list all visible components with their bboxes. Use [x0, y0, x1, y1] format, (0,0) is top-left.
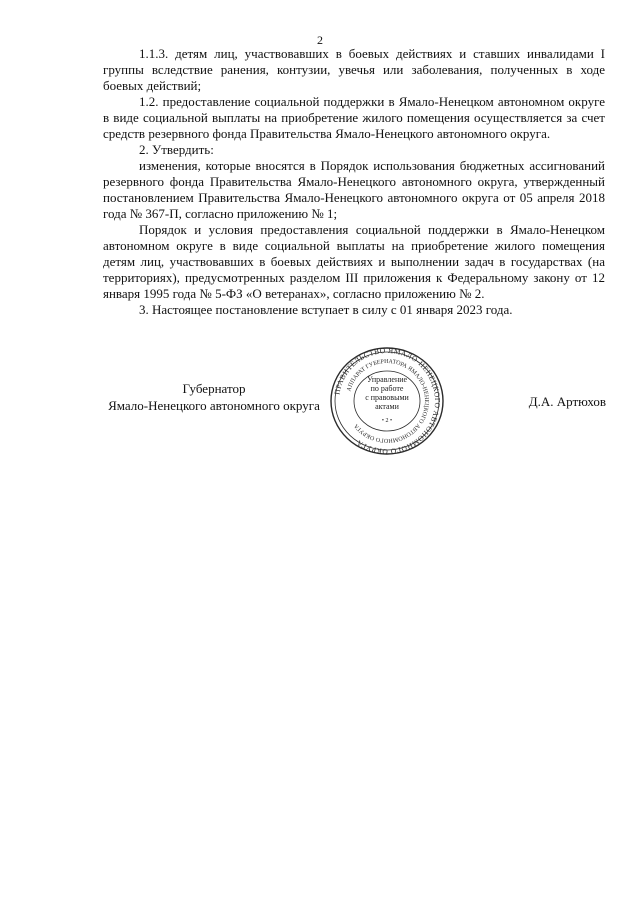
signatory-position: Губернатор [182, 381, 246, 396]
page-number: 2 [317, 33, 323, 47]
signatory-title [98, 380, 330, 414]
seal-number: • 2 • [381, 418, 393, 424]
paragraph-1-1-3: 1.1.3. детям лиц, участвовавших в боевых действиях и ставших инвалидами I группы вследствие ранения, контузии, увечья или заболевания, полученных в ходе боевых действий; [103, 46, 605, 93]
seal-center-line1: Управление [366, 375, 408, 384]
paragraph-2-procedure: Порядок и условия предоставления социальной поддержки в Ямало-Ненецком автономном округе в виде социальной выплаты на приобретение жилого помещения детям лиц, участвовавших в боевых действиях и выполнении задач в государствах (на территориях), предусмотренных разделом III приложения к Федеральному закону от 12 января 1995 года № 5-ФЗ «О ветеранах», согласно приложению № 2. [103, 222, 605, 301]
seal-center-line2: по работе [370, 384, 404, 393]
document-body [103, 46, 605, 318]
seal-outer-text: ПРАВИТЕЛЬСТВО ЯМАЛО-НЕНЕЦКОГО АВТОНОМНОГО ОКРУГА [332, 345, 443, 457]
signatory-region: Ямало-Ненецкого автономного округа [108, 398, 320, 413]
paragraph-3: 3. Настоящее постановление вступает в силу с 01 января 2023 года. [139, 302, 513, 317]
seal-center-line4: актами [375, 402, 399, 411]
official-seal [322, 345, 452, 457]
paragraph-2: 2. Утвердить: [139, 142, 214, 157]
seal-inner-textpath: АППАРАТ ГУБЕРНАТОРА ЯМАЛО-НЕНЕЦКОГО АВТОНОМНОГО ОКРУГА [346, 358, 430, 444]
paragraph-1-2: 1.2. предоставление социальной поддержки в Ямало-Ненецком автономном округе в виде социальной выплаты на приобретение жилого помещения осуществляется за счет средств резервного фонда Правительства Ямало-Ненецкого автономного округа. [103, 94, 605, 141]
seal-center-text [322, 375, 452, 426]
paragraph-2-changes: изменения, которые вносятся в Порядок использования бюджетных ассигнований резервного фонда Правительства Ямало-Ненецкого автономного округа, утвержденный постановлением Правительства Ямало-Ненецкого автономного округа от 05 апреля 2018 года № 367-П, согласно приложению № 1; [103, 158, 605, 221]
seal-center-line3: с правовыми [365, 393, 409, 402]
signatory-name: Д.А. Артюхов [528, 394, 606, 409]
